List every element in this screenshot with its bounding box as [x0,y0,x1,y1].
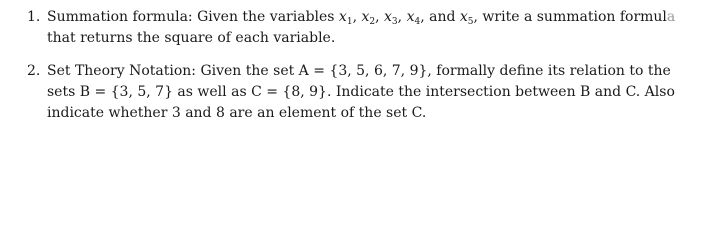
item-line: that returns the square of each variable. [47,30,336,46]
subscript: 3 [391,17,398,27]
separator: , and [420,9,460,25]
subscript: 1 [346,17,353,27]
variable: x [338,9,347,25]
subscript: 5 [467,17,474,27]
separator: , [375,9,380,25]
item-line: sets B = {3, 5, 7} as well as C = {8, 9}. Indicate the intersection between B and C. Also [47,84,675,100]
item-line: Set Theory Notation: Given the set A = {3, 5, 6, 7, 9}, formally define its relation to the [47,63,671,79]
subscript: 2 [369,17,376,27]
item-text: Summation formula: Given the variables [47,9,339,25]
item-line [47,7,675,27]
variable: x [459,9,468,25]
variable: x [406,9,415,25]
separator: , [352,9,358,25]
separator: , [397,9,403,25]
item-line: indicate whether 3 and 8 are an element of the set C. [47,105,427,121]
item-number: 1. [27,9,41,25]
item-text: , write a summation formul [473,9,667,25]
variable: x [361,9,370,25]
item-number: 2. [27,63,41,79]
variable: x [384,9,392,25]
subscript: 4 [414,17,421,27]
clipped-text: a [666,9,676,25]
